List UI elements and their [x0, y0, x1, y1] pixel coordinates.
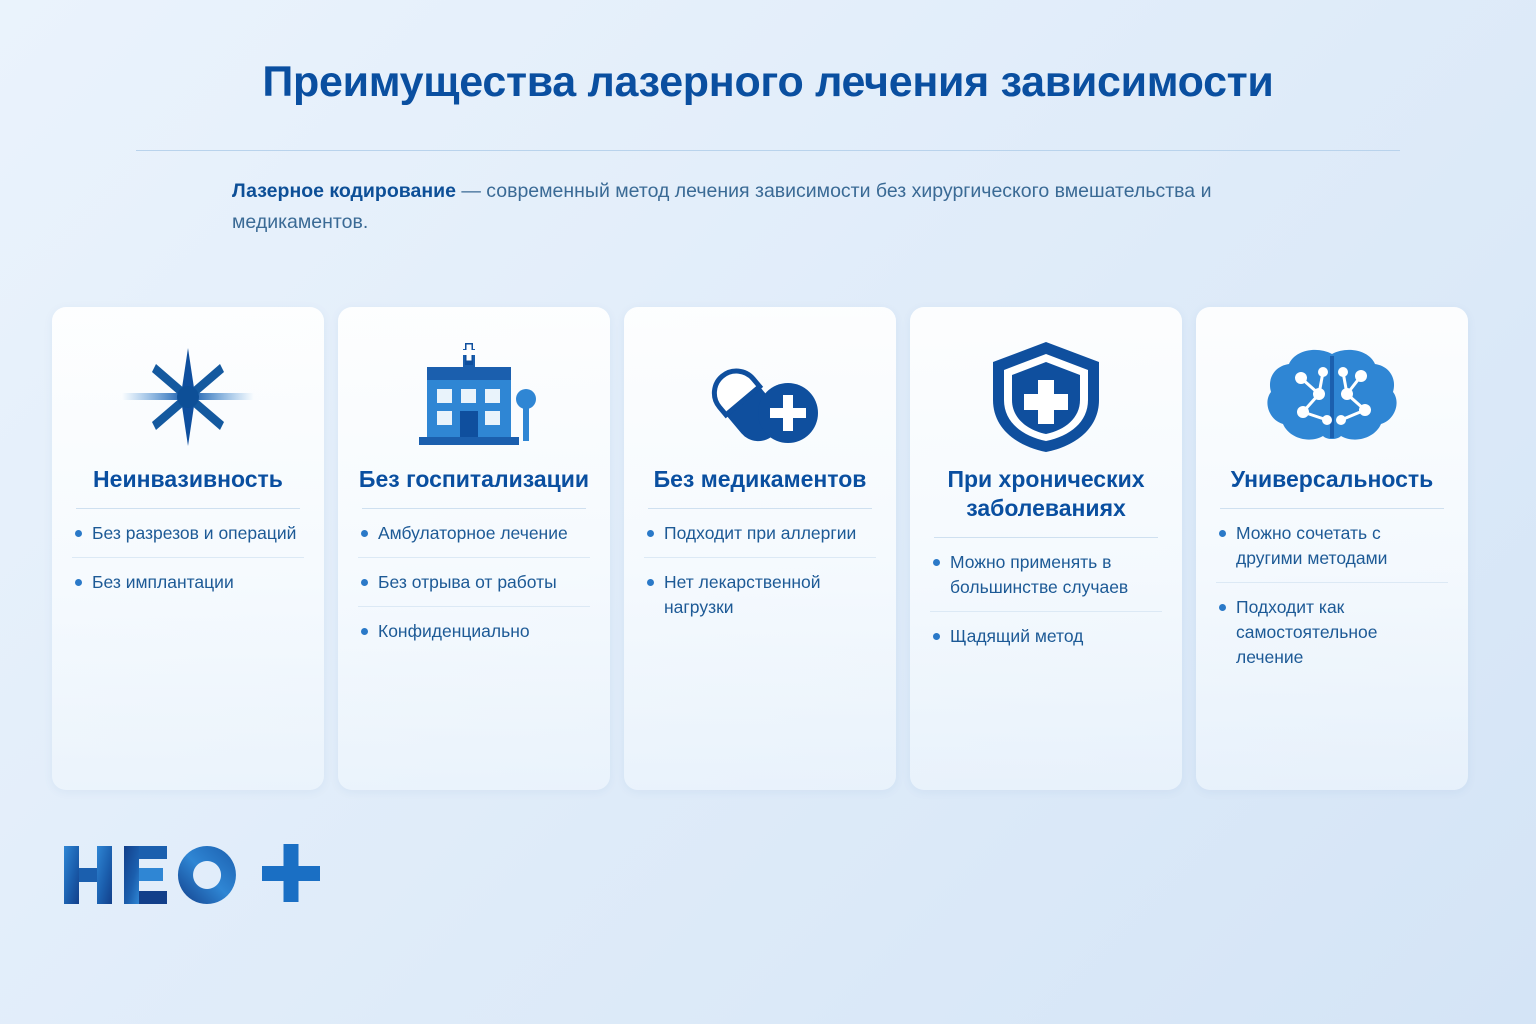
benefit-card-list: [52, 307, 1484, 790]
card-title: Универсальность: [1230, 466, 1434, 492]
subtitle: [232, 176, 1232, 238]
benefit-card-no-hospitalization: [338, 307, 610, 790]
list-item: Можно сочетать с другими методами: [1216, 521, 1448, 571]
list-item: Нет лекарственной нагрузки: [644, 557, 876, 620]
list-item: Можно применять в большинстве случаев: [930, 550, 1162, 600]
list-item: Подходит при аллергии: [644, 521, 876, 546]
card-title: Неинвазивность: [93, 466, 283, 492]
benefit-card-no-medication: [624, 307, 896, 790]
subtitle-strong: Лазерное кодирование: [232, 180, 456, 202]
card-title: При хронических заболеваниях: [947, 466, 1145, 521]
benefit-card-noninvasive: [52, 307, 324, 790]
laser-burst-icon: [72, 333, 304, 461]
card-divider: [362, 508, 586, 509]
list-item: Щадящий метод: [930, 611, 1162, 649]
card-divider: [76, 508, 300, 509]
list-item: Конфиденциально: [358, 606, 590, 644]
card-divider: [648, 508, 872, 509]
title-divider: [136, 150, 1400, 151]
hospital-building-icon: [358, 333, 590, 461]
brain-network-icon: [1216, 333, 1448, 461]
list-item: Без отрыва от работы: [358, 557, 590, 595]
benefit-card-universality: [1196, 307, 1468, 790]
card-title: Без медикаментов: [653, 466, 867, 492]
card-bullets: [1216, 521, 1448, 670]
card-divider: [934, 537, 1158, 538]
list-item: Без имплантации: [72, 557, 304, 595]
card-title: Без госпитализации: [358, 466, 590, 492]
card-bullets: [930, 550, 1162, 649]
brand-logo: [62, 838, 332, 918]
card-divider: [1220, 508, 1444, 509]
subtitle-rest: — современный метод лечения зависимости без хирургического вмешательства и медикаментов.: [232, 180, 1212, 233]
list-item: Без разрезов и операций: [72, 521, 304, 546]
page-title: Преимущества лазерного лечения зависимости: [262, 58, 1274, 106]
list-item: Амбулаторное лечение: [358, 521, 590, 546]
list-item: Подходит как самостоятельное лечение: [1216, 582, 1448, 670]
card-bullets: [644, 521, 876, 620]
pills-capsule-icon: [644, 333, 876, 461]
card-bullets: [358, 521, 590, 644]
shield-cross-icon: [930, 333, 1162, 461]
benefit-card-chronic-diseases: [910, 307, 1182, 790]
card-bullets: [72, 521, 304, 595]
